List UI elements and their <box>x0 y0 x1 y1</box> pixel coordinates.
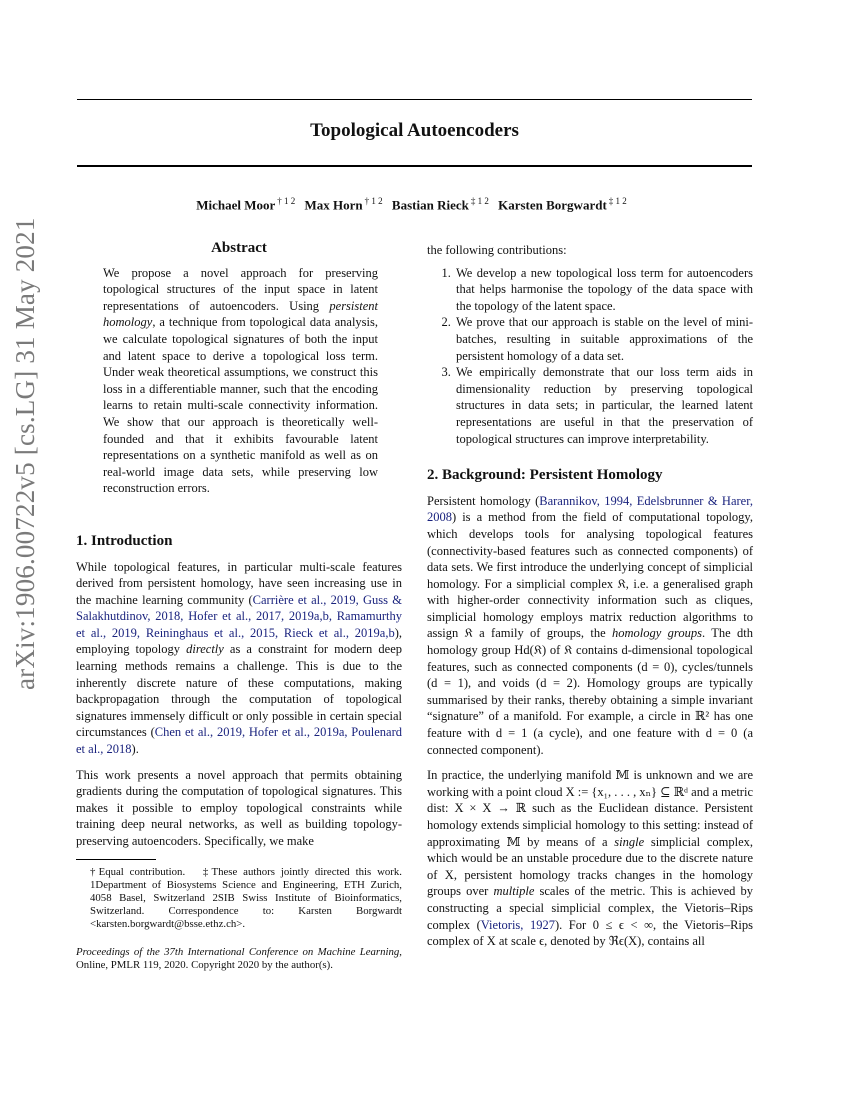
body-text: ). <box>131 742 139 757</box>
emphasis: directly <box>186 642 224 657</box>
footnote-divider <box>76 859 156 860</box>
body-text: . The dth homology group Hd(𝔎) of 𝔎 contains d-dimensional topological features, such as connected components (d = 0), cycles/tunnels (d = 1), and voids (d = 2). Homology groups are typically summarised by their ranks, thereby obtaining a simple invariant “signature” of a manifold. For example, a circle in ℝ² has one feature with d = 1 (a cycle), and one feature with d = 0 (a connected component). <box>427 626 753 757</box>
background-paragraph-2 <box>427 767 753 950</box>
footnote-affiliation-1: 1Department of Biosystems Science and Engineering, ETH Zurich, 4058 Basel, Switzerland <box>90 878 402 904</box>
abstract-text: , a technique from topological data analysis, we calculate topological signatures of both the input and latent space to derive a topological loss term. Under weak theoretical assumptions, we construct this loss in a differentiable manner, such that the encoding learns to retain multi-scale connectivity information. We show that our approach is theoretically well-founded and that it exhibits favourable latent representations on a synthetic manifold as well as on real-world image data sets, while preserving low reconstruction errors. <box>103 315 378 496</box>
abstract-emphasis: persistent homology <box>103 298 378 330</box>
proceedings-venue: Proceedings of the 37th International Conference on Machine Learning <box>76 945 400 958</box>
section-heading-background: 2. Background: Persistent Homology <box>427 467 663 484</box>
body-text: In practice, the underlying manifold 𝕄 is unknown and we are working with a point cloud X := {x₁, . . . , xₙ} ⊆ ℝᵈ and a metric dist: X × X → ℝ such as the Euclidean distance. Persistent homology extends simplicial homology to this setting: instead of approximating 𝕄 by means of a <box>427 768 753 849</box>
citation-link[interactable]: Carrière et al., 2019, Guss & Salakhutdinov, 2018, Hofer et al., 2017, 2019a,b, Ramamurthy et al., 2019, Reininghaus et al., 2015, Rieck et al., 2019a,b <box>76 592 403 640</box>
author-marks: ‡ 1 2 <box>470 196 489 206</box>
footnote-affiliation-2: 2SIB Swiss Institute of Bioinformatics, Switzerland. <box>90 892 403 918</box>
background-paragraph-1 <box>427 493 753 759</box>
body-text: Persistent homology ( <box>427 493 540 508</box>
footnote-correspondence: Correspondence to: Karsten Borgwardt <karsten.borgwardt@bsse.ethz.ch>. <box>90 905 402 931</box>
body-text: scales of the metric. This is achieved by constructing a special simplicial complex, the Vietoris–Rips complex ( <box>427 884 753 932</box>
intro-paragraph-1 <box>76 559 402 758</box>
body-text: ), employing topology <box>76 625 402 657</box>
footnote-text <box>76 866 402 932</box>
contribution-item: 1. We develop a new topological loss term for autoencoders that helps harmonise the topology of the data space with the topology of the latent space. <box>454 265 753 315</box>
arxiv-margin-stamp: arXiv:1906.00722v5 [cs.LG] 31 May 2021 <box>10 217 40 690</box>
author-name: Michael Moor <box>196 197 276 213</box>
body-text: simplicial complex, which would be an unstable procedure due to the discrete nature of X, persistent homology tracks changes in the homology groups over <box>427 834 753 899</box>
left-column <box>76 240 402 972</box>
intro-paragraph-2: This work presents a novel approach that permits obtaining gradients during the computation of topological signatures. This makes it possible to employ topological constraints while training deep neural networks, as well as building topology-preserving autoencoders. Specifically, we make <box>76 767 402 848</box>
abstract-body <box>103 265 378 497</box>
footnote-joint-direction: ‡These authors jointly directed this work. <box>202 865 402 878</box>
section-heading-introduction: 1. Introduction <box>76 532 173 549</box>
footnote-equal-contribution: †Equal contribution. <box>90 865 186 878</box>
author-name: Max Horn <box>304 197 363 213</box>
abstract-heading: Abstract <box>211 240 267 256</box>
body-text: ) is a method from the field of computational topology, which develops tools for analysing topological features (connectivity-based features such as connected components) of data sets. We first introduce the underlying concept of simplicial homology. For a simplicial complex 𝔎, i.e. a generalised graph with higher-order connectivity information such as cliques, simplicial homology employs matrix reduction algorithms to assign 𝔎 a family of groups, the <box>427 510 753 641</box>
body-text: as a constraint for modern deep learning methods remains a challenge. This is due to the inherently discrete nature of these computations, making backpropagation through the computation of topological signatures immensely difficult or only possible in certain special circumstances ( <box>76 642 402 740</box>
body-text: While topological features, in particular multi-scale features derived from persistent homology, have seen increasing use in the machine learning community ( <box>76 559 402 607</box>
citation-link[interactable]: Barannikov, 1994, Edelsbrunner & Harer, 2008 <box>427 493 753 525</box>
abstract-text: We propose a novel approach for preserving topological structures of the input space in latent representations of autoencoders. Using <box>103 265 378 313</box>
author-marks: † 1 2 <box>277 196 296 206</box>
emphasis: multiple <box>493 884 535 899</box>
contributions-lead: the following contributions: <box>427 243 567 257</box>
footnote <box>76 866 402 972</box>
citation-link[interactable]: Vietoris, 1927 <box>480 917 555 932</box>
emphasis: single <box>614 834 645 849</box>
contribution-item: 3. We empirically demonstrate that our loss term aids in dimensionality reduction by preserving topological structures in data sets; in particular, the learned latent representations are useful in that the preservation of topological structures can improve interpretability. <box>454 364 753 447</box>
body-text: ). For 0 ≤ ϵ < ∞, the Vietoris–Rips complex of X at scale ϵ, denoted by ℜϵ(X), contains all <box>427 917 753 949</box>
proceedings-note <box>76 946 402 972</box>
paper-title: Topological Autoencoders <box>310 120 519 141</box>
author-marks: † 1 2 <box>364 196 383 206</box>
author-list <box>77 196 752 213</box>
title-rule-bottom <box>77 165 752 167</box>
author-name: Bastian Rieck <box>391 197 469 213</box>
author-marks: ‡ 1 2 <box>608 196 627 206</box>
citation-link[interactable]: Chen et al., 2019, Hofer et al., 2019a, Poulenard et al., 2018 <box>76 725 402 757</box>
contribution-item: 2. We prove that our approach is stable on the level of mini-batches, resulting in suitable approximations of the persistent homology of a data set. <box>454 314 753 364</box>
contributions-list <box>427 265 753 448</box>
proceedings-copyright: , Online, PMLR 119, 2020. Copyright 2020 by the author(s). <box>76 945 402 971</box>
author-name: Karsten Borgwardt <box>498 197 607 213</box>
title-rule-top <box>77 99 752 100</box>
emphasis: homology groups <box>612 626 702 641</box>
right-column <box>427 242 753 959</box>
